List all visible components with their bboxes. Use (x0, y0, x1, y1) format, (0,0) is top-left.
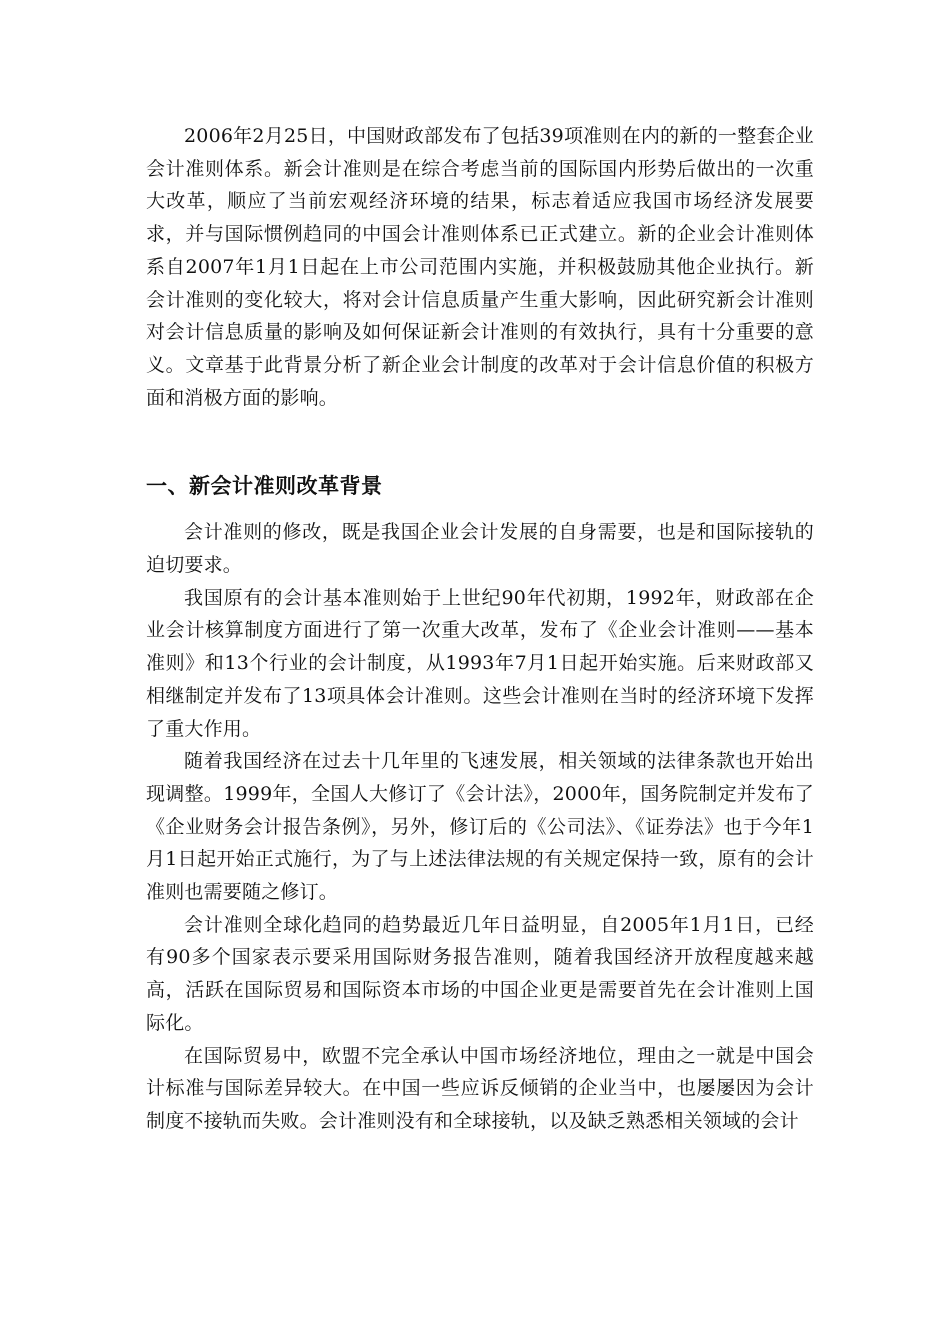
body-paragraph-5: 在国际贸易中，欧盟不完全承认中国市场经济地位，理由之一就是中国会计标准与国际差异较大。在中国一些应诉反倾销的企业当中，也屡屡因为会计制度不接轨而失败。会计准则没有和全球接轨，以及缺乏熟悉相关领域的会计 (146, 1044, 814, 1132)
body-paragraph-2: 我国原有的会计基本准则始于上世纪90年代初期，1992年，财政部在企业会计核算制度方面进行了第一次重大改革，发布了《企业会计准则——基本准则》和13个行业的会计制度，从1993年7月1日起开始实施。后来财政部又相继制定并发布了13项具体会计准则。这些会计准则在当时的经济环境下发挥了重大作用。 (146, 586, 814, 740)
intro-paragraph: 2006年2月25日，中国财政部发布了包括39项准则在内的新的一整套企业会计准则体系。新会计准则是在综合考虑当前的国际国内形势后做出的一次重大改革，顺应了当前宏观经济环境的结果，标志着适应我国市场经济发展要求，并与国际惯例趋同的中国会计准则体系已正式建立。新的企业会计准则体系自2007年1月1日起在上市公司范围内实施，并积极鼓励其他企业执行。新会计准则的变化较大，将对会计信息质量产生重大影响，因此研究新会计准则对会计信息质量的影响及如何保证新会计准则的有效执行，具有十分重要的意义。文章基于此背景分析了新企业会计制度的改革对于会计信息价值的积极方面和消极方面的影响。 (146, 125, 814, 409)
body-paragraph-4: 会计准则全球化趋同的趋势最近几年日益明显，自2005年1月1日，已经有90多个国家表示要采用国际财务报告准则，随着我国经济开放程度越来越高，活跃在国际贸易和国际资本市场的中国企业更是需要首先在会计准则上国际化。 (146, 913, 814, 1034)
section-heading: 一、新会计准则改革背景 (146, 474, 383, 499)
body-paragraph-3: 随着我国经济在过去十几年里的飞速发展，相关领域的法律条款也开始出现调整。1999年，全国人大修订了《会计法》，2000年，国务院制定并发布了《企业财务会计报告条例》，另外，修订后的《公司法》、《证券法》也于今年1月1日起开始正式施行，为了与上述法律法规的有关规定保持一致，原有的会计准则也需要随之修订。 (146, 750, 814, 904)
document-body (146, 120, 814, 1138)
body-paragraph-1: 会计准则的修改，既是我国企业会计发展的自身需要，也是和国际接轨的迫切要求。 (146, 521, 814, 577)
